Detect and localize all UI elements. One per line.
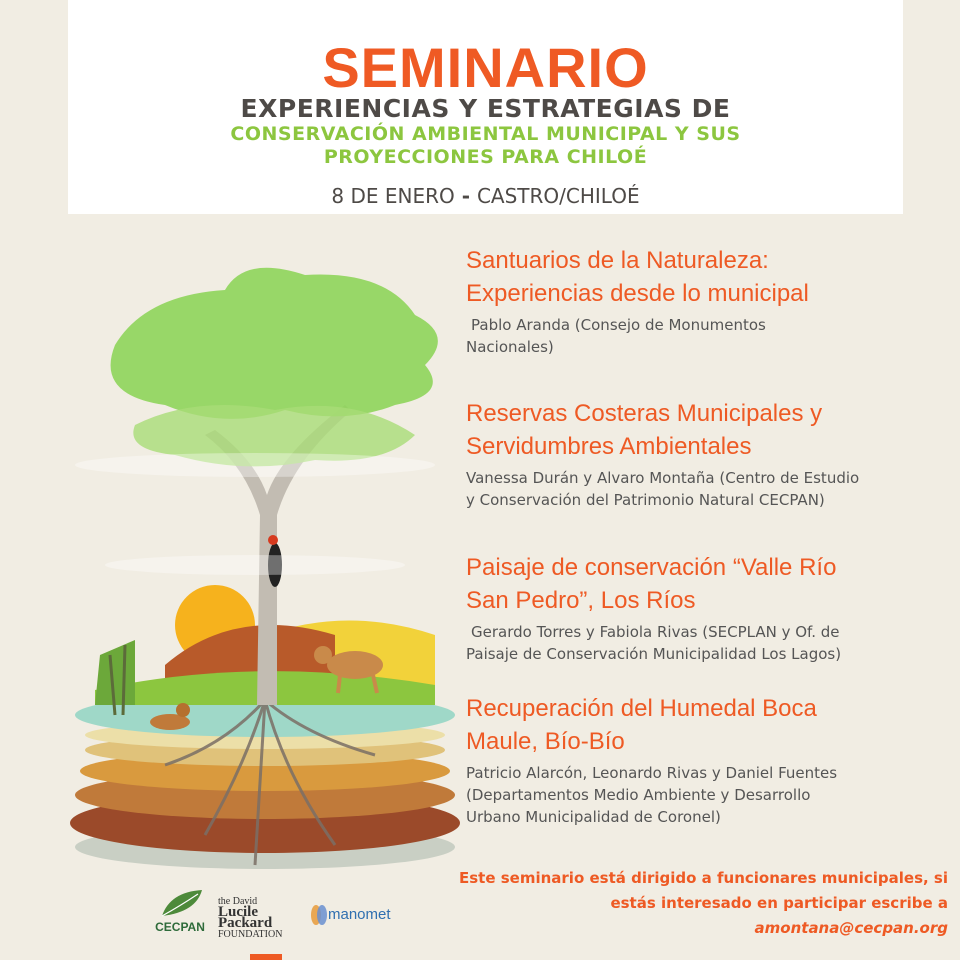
date-separator: - (454, 184, 477, 208)
contact-email-link[interactable]: amontana@cecpan.org (754, 919, 948, 937)
talk-title (466, 244, 936, 310)
talk-title (466, 551, 936, 617)
talk-title-line: Experiencias desde lo municipal (466, 280, 809, 307)
talk-title-line: Recuperación del Humedal Boca (466, 695, 817, 722)
leaf-icon (140, 886, 220, 920)
grass-block (95, 640, 135, 705)
header-banner (68, 0, 903, 214)
seminar-title: SEMINARIO (322, 36, 649, 99)
talk-speaker (466, 467, 936, 511)
talk-speaker-line: Gerardo Torres y Fabiola Rivas (SECPLAN y Of. de (471, 623, 840, 641)
seminar-subtitle-line1: EXPERIENCIAS Y ESTRATEGIAS DE (240, 94, 731, 123)
mist-2 (105, 555, 405, 575)
talk-speaker-line: Urbano Municipalidad de Coronel) (466, 808, 721, 826)
tree-landscape-illustration (55, 235, 470, 875)
contact-footer (448, 866, 948, 941)
talk-title-line: San Pedro”, Los Ríos (466, 587, 696, 614)
manomet-logo-text: manomet (328, 906, 391, 923)
reed-2 (123, 645, 125, 715)
talk-speaker-line: Vanessa Durán y Alvaro Montaña (Centro de Estudio (466, 469, 860, 487)
talk-1 (466, 244, 936, 358)
talk-speaker-line: Pablo Aranda (Consejo de Monumentos (471, 316, 766, 334)
sponsor-logos (130, 886, 420, 946)
talk-speaker (466, 621, 936, 643)
talk-title-line: Paisaje de conservación “Valle Río (466, 554, 837, 581)
seminar-date-location (68, 184, 903, 208)
seminar-subtitle-green (68, 123, 903, 169)
talk-speaker (466, 762, 936, 828)
duck-head (176, 703, 190, 717)
talk-title-line: Servidumbres Ambientales (466, 433, 752, 460)
seminar-location: CASTRO/CHILOÉ (476, 184, 640, 208)
talk-2 (466, 397, 936, 511)
talk-title-line: Santuarios de la Naturaleza: (466, 247, 769, 274)
footer-line1: Este seminario está dirigido a funcionares municipales, si (458, 869, 948, 887)
talk-title-line: Maule, Bío-Bío (466, 728, 625, 755)
packard-line1: the David (218, 896, 258, 907)
talk-speaker-cont (466, 336, 936, 358)
talk-speaker-line: (Departamentos Medio Ambiente y Desarrollo (466, 786, 811, 804)
deer-head (314, 646, 332, 664)
seminar-date: 8 DE ENERO (331, 184, 455, 208)
talk-speaker-line: Nacionales) (466, 338, 554, 356)
cecpan-logo-text: CECPAN (155, 920, 205, 934)
talk-title (466, 692, 936, 758)
seminar-subtitle-line2: CONSERVACIÓN AMBIENTAL MUNICIPAL Y SUS (230, 123, 741, 145)
footer-line2: estás interesado en participar escribe a (610, 894, 948, 912)
packard-foundation-logo (218, 896, 298, 940)
talk-speaker (466, 314, 936, 336)
seminar-subtitle-line3: PROYECCIONES PARA CHILOÉ (323, 146, 648, 168)
talk-speaker-cont (466, 643, 936, 665)
tree-canopy (111, 268, 438, 419)
manomet-flower-icon (308, 902, 330, 928)
deer-leg-1 (338, 675, 340, 693)
talk-speaker-line: y Conservación del Patrimonio Natural CECPAN) (466, 491, 825, 509)
cecpan-logo (140, 886, 220, 946)
talk-4 (466, 692, 936, 828)
talk-title-line: Reservas Costeras Municipales y (466, 400, 823, 427)
woodpecker-head (268, 535, 278, 545)
talk-speaker-line: Patricio Alarcón, Leonardo Rivas y Daniel Fuentes (466, 764, 838, 782)
talk-title (466, 397, 936, 463)
packard-line2: Lucile Packard (218, 904, 273, 931)
packard-line3: FOUNDATION (218, 929, 283, 940)
talk-speaker-line: Paisaje de Conservación Municipalidad Los Lagos) (466, 645, 842, 663)
manomet-logo (308, 902, 398, 932)
mist (75, 453, 435, 477)
bottom-accent-bar (250, 954, 282, 960)
talk-3 (466, 551, 936, 665)
